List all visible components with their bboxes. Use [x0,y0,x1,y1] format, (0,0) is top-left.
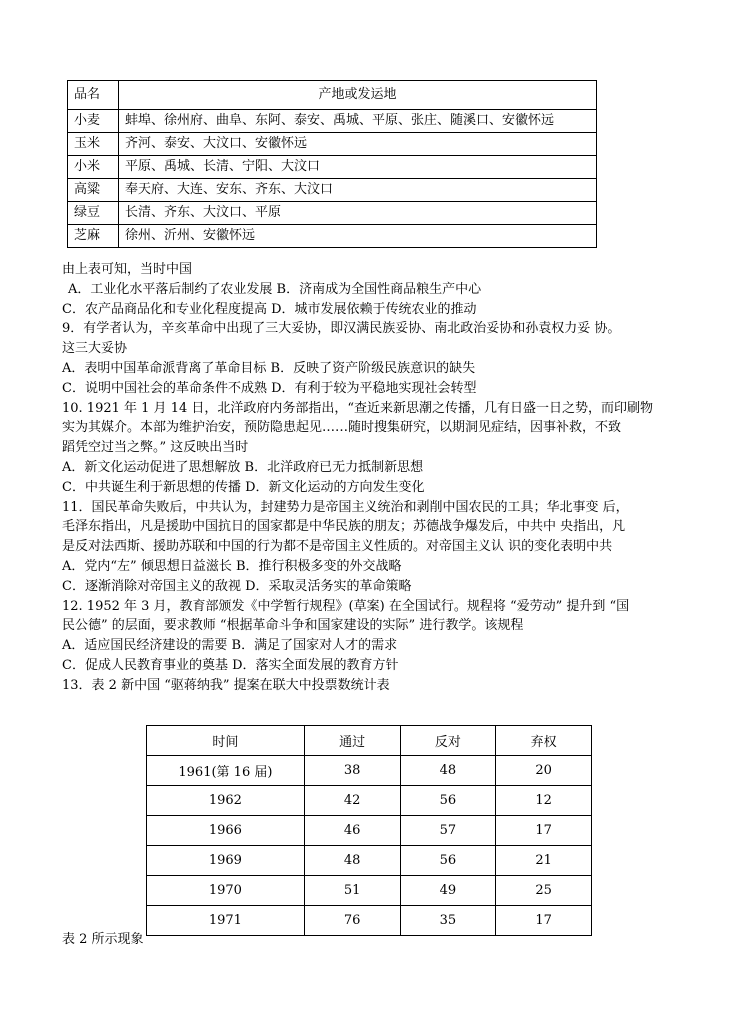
question-13-stem: 13．表 2 新中国 “驱蒋纳我” 提案在联大中投票数统计表 [62,677,390,693]
pass-cell: 38 [304,756,400,786]
time-cell: 1962 [147,786,305,816]
table-row [68,202,597,225]
option-line: A．表明中国革命派背离了革命目标 B．反映了资产阶级民族意识的缺失 [62,360,476,376]
time-cell: 1971 [147,906,305,936]
time-cell: 1970 [147,876,305,906]
abstain-cell: 17 [496,906,592,936]
table-row [68,156,597,179]
option-line: C．逐渐消除对帝国主义的敌视 D．采取灵活务实的革命策略 [62,578,412,594]
abstain-cell: 21 [496,846,592,876]
option-line: A．党内“左” 倾思想日益滋长 B．推行积极多变的外交战略 [62,558,402,574]
pass-cell: 48 [304,846,400,876]
table-row [147,876,592,906]
table-row [147,786,592,816]
pass-cell: 51 [304,876,400,906]
product-cell: 高粱 [68,179,119,202]
product-cell: 芝麻 [68,225,119,248]
header-time: 时间 [147,726,305,756]
table-row [68,133,597,156]
question-12-stem: 12. 1952 年 3 月，教育部颁发《中学暂行规程》(草案) 在全国试行。规程将 “爱劳动” 提升到 “国 [62,598,630,614]
header-origin: 产地或发运地 [119,81,597,110]
against-cell: 56 [400,786,496,816]
text-line: 毛泽东指出，凡是援助中国抗日的国家都是中华民族的朋友；苏德战争爆发后，中共中 央指出，凡 [62,519,626,535]
against-cell: 49 [400,876,496,906]
abstain-cell: 25 [496,876,592,906]
option-line: C．农产品商品化和专业化程度提高 D．城市发展依赖于传统农业的推动 [62,301,477,317]
against-cell: 48 [400,756,496,786]
origin-cell: 长清、齐东、大汶口、平原 [119,202,597,225]
vote-table-header [147,726,592,756]
text-line: 蹈凭空过当之弊。” 这反映出当时 [62,440,249,456]
origin-cell: 蚌埠、徐州府、曲阜、东阿、泰安、禹城、平原、张庄、随溪口、安徽怀远 [119,110,597,133]
option-line: A．新文化运动促进了思想解放 B．北洋政府已无力抵制新思想 [62,459,424,475]
table-row [147,816,592,846]
table-caption-footer: 表 2 所示现象 [62,932,144,947]
origin-table [67,80,597,248]
origin-table-header [68,81,597,110]
pass-cell: 42 [304,786,400,816]
question-11-stem: 11．国民革命失败后，中共认为，封建势力是帝国主义统治和剥削中国农民的工具；华北事变 后， [62,499,629,515]
option-line: C．中共诞生利于新思想的传播 D．新文化运动的方向发生变化 [62,479,425,495]
origin-cell: 奉天府、大连、安东、齐东、大汶口 [119,179,597,202]
abstain-cell: 20 [496,756,592,786]
against-cell: 56 [400,846,496,876]
vote-table [146,725,592,936]
product-cell: 玉米 [68,133,119,156]
origin-cell: 齐河、泰安、大汶口、安徽怀远 [119,133,597,156]
product-cell: 绿豆 [68,202,119,225]
origin-cell: 平原、禹城、长清、宁阳、大汶口 [119,156,597,179]
text-line: 民公德” 的层面，要求教师 “根据革命斗争和国家建设的实际” 进行教学。该规程 [62,618,524,634]
table-row [147,846,592,876]
table-row [68,179,597,202]
header-product: 品名 [68,81,119,110]
question-9-stem: 9．有学者认为，辛亥革命中出现了三大妥协，即汉满民族妥协、南北政治妥协和孙袁权力妥 协。 [62,321,621,337]
option-line: C．促成人民教育事业的奠基 D．落实全面发展的教育方针 [62,657,399,673]
option-line: A．适应国民经济建设的需要 B．满足了国家对人才的需求 [62,638,398,654]
abstain-cell: 17 [496,816,592,846]
table-row [147,756,592,786]
table-row [68,225,597,248]
text-line: 是反对法西斯、援助苏联和中国的行为都不是帝国主义性质的。对帝国主义认 识的变化表明中共 [62,539,613,555]
product-cell: 小麦 [68,110,119,133]
product-cell: 小米 [68,156,119,179]
option-line: A．工业化水平落后制约了农业发展 B．济南成为全国性商品粮生产中心 [68,281,482,297]
question-10-stem: 10. 1921 年 1 月 14 日，北洋政府内务部指出，“查近来新思潮之传播，几有日盛一日之势，而印刷物 [62,400,654,416]
pass-cell: 76 [304,906,400,936]
against-cell: 57 [400,816,496,846]
against-cell: 35 [400,906,496,936]
header-abstain: 弃权 [496,726,592,756]
text-line: 这三大妥协 [62,341,128,357]
time-cell: 1961(第 16 届) [147,756,305,786]
origin-cell: 徐州、沂州、安徽怀远 [119,225,597,248]
text-line: 实为其媒介。本部为维护治安，预防隐患起见……随时搜集研究，以期洞见症结，因事补救，不致 [62,420,622,436]
header-pass: 通过 [304,726,400,756]
time-cell: 1969 [147,846,305,876]
abstain-cell: 12 [496,786,592,816]
pass-cell: 46 [304,816,400,846]
time-cell: 1966 [147,816,305,846]
header-against: 反对 [400,726,496,756]
option-line: C．说明中国社会的革命条件不成熟 D．有利于较为平稳地实现社会转型 [62,380,477,396]
question-text [62,260,682,696]
table-row [68,110,597,133]
table-row [147,906,592,936]
text-line: 由上表可知，当时中国 [62,262,193,277]
